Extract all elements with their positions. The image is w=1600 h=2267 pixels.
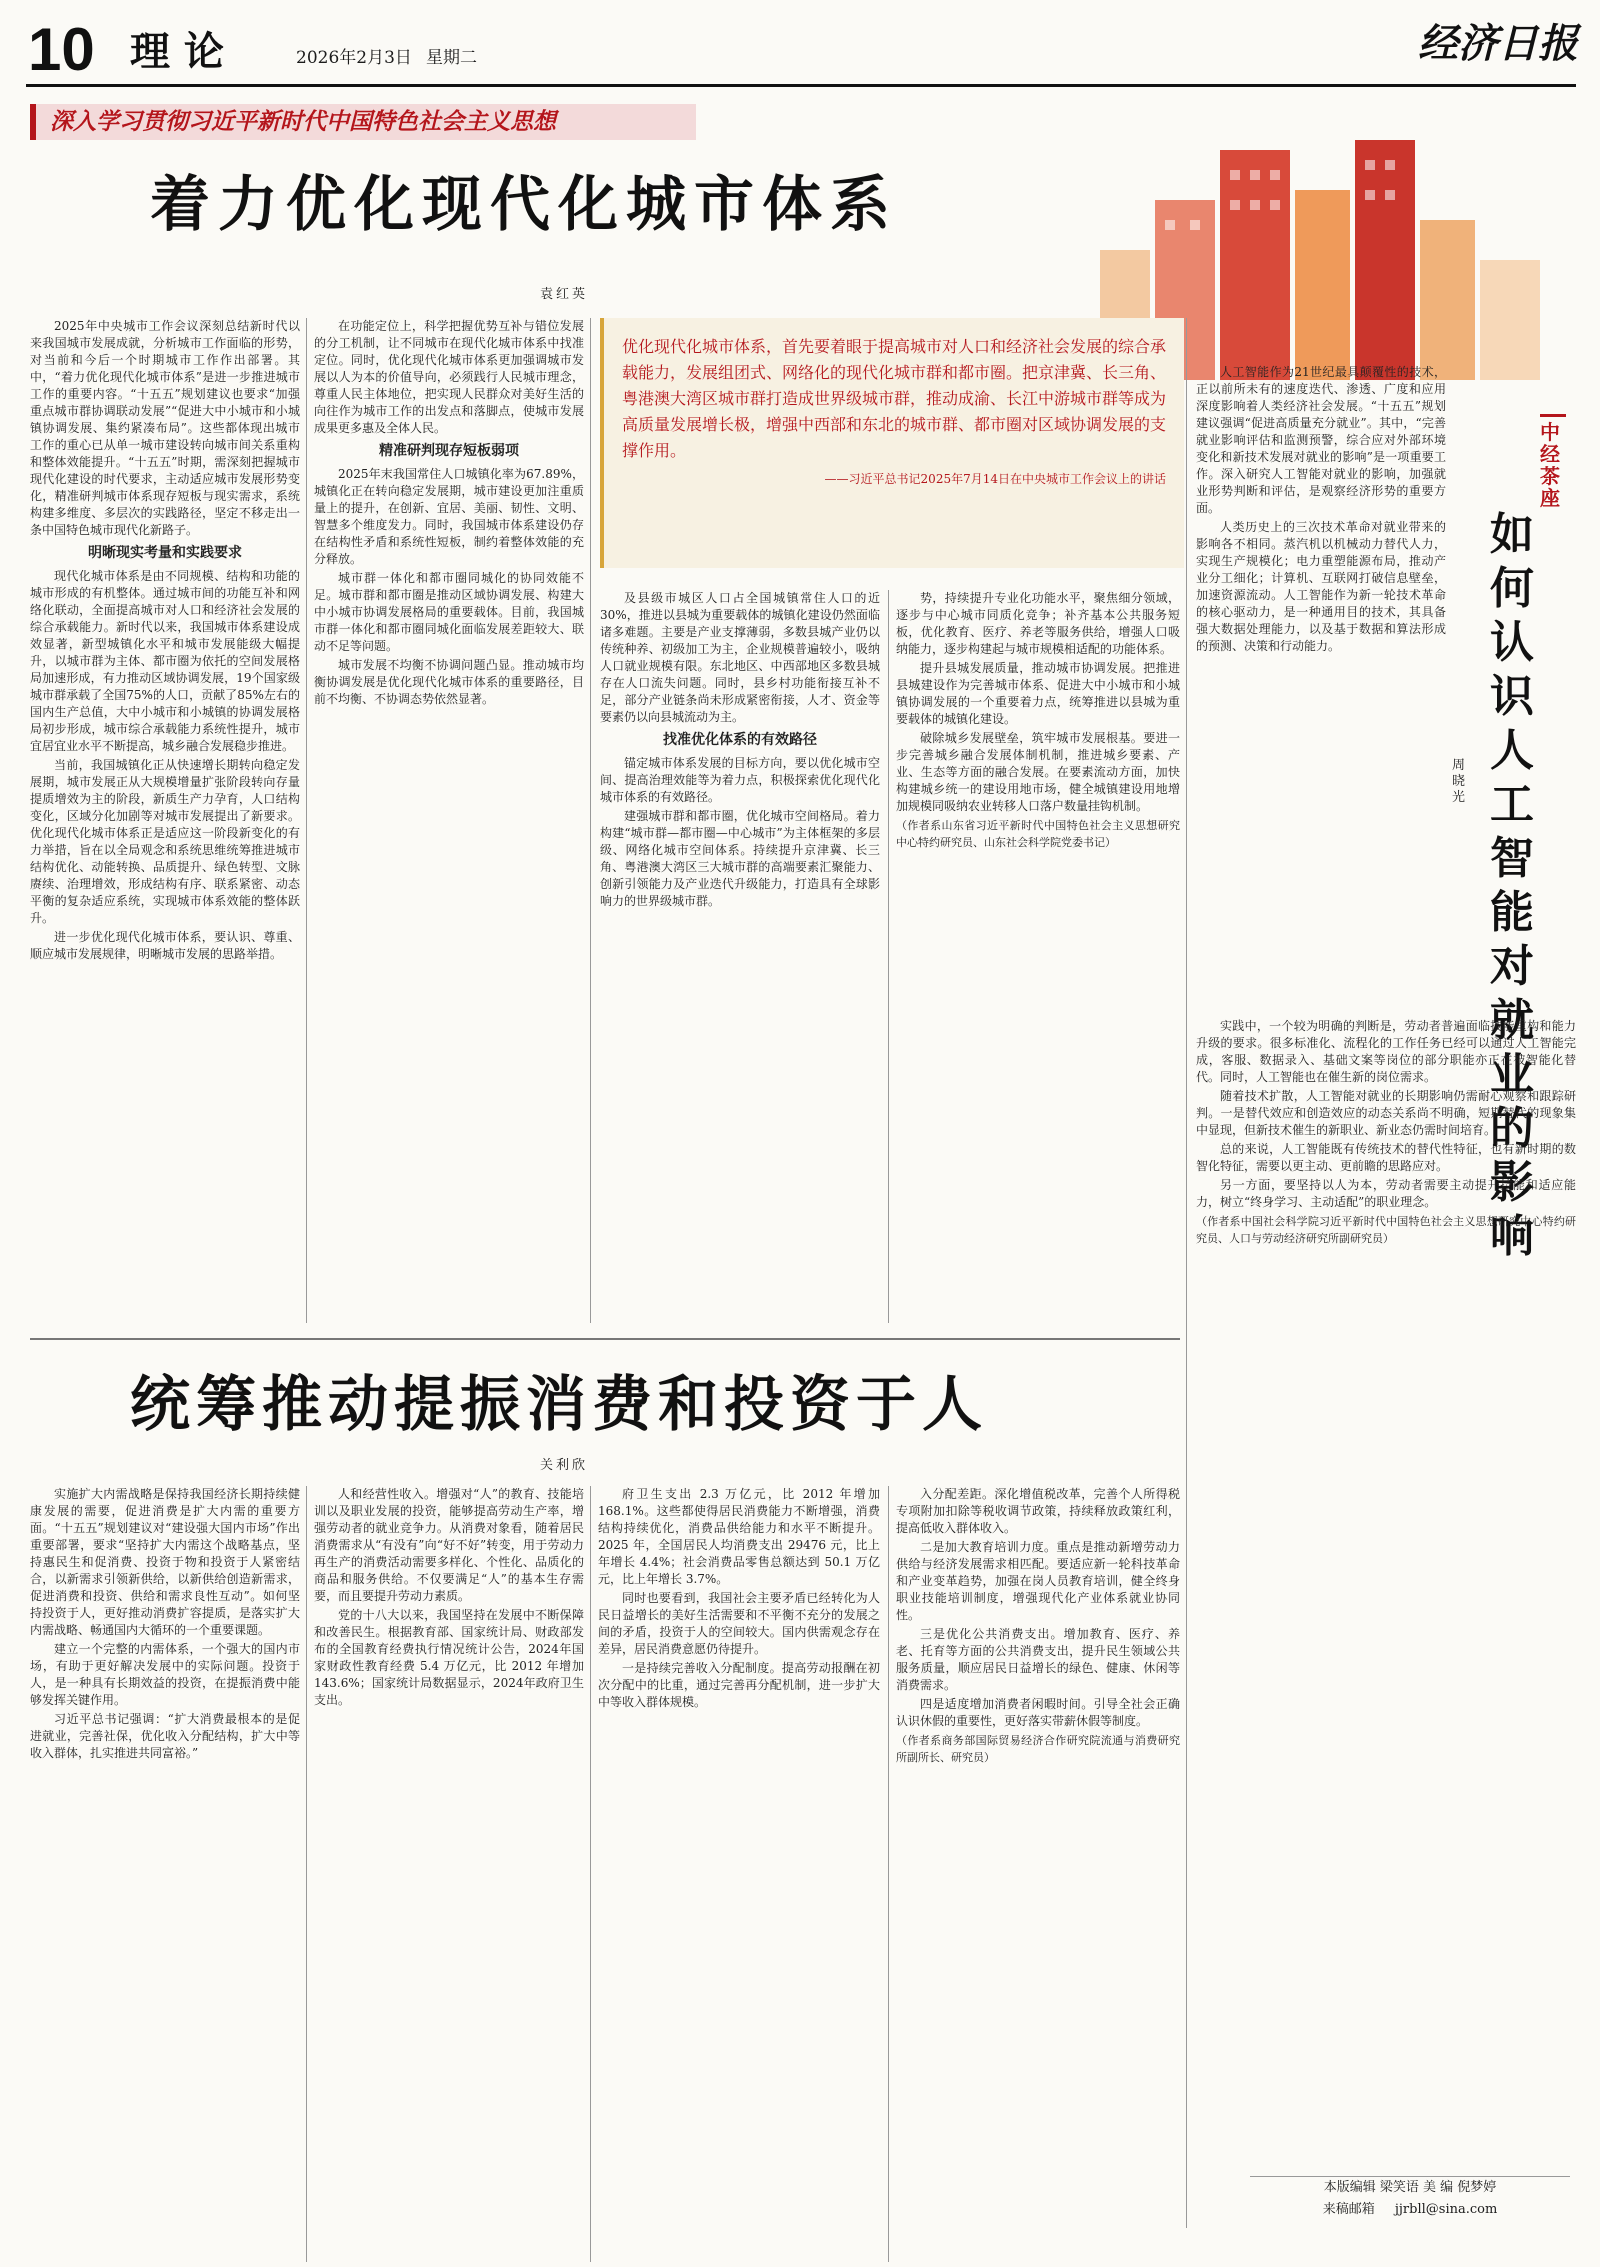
side-column-divider bbox=[1186, 318, 1187, 2228]
byline: （作者系商务部国际贸易经济合作研究院流通与消费研究所副所长、研究员） bbox=[896, 1734, 1180, 1764]
paragraph: 入分配差距。深化增值税改革，完善个人所得税专项附加扣除等税收调节政策，持续释放政策红利，提高低收入群体收入。 bbox=[896, 1487, 1180, 1535]
submission-line bbox=[1250, 2199, 1570, 2221]
section-name: 理 论 bbox=[130, 28, 224, 75]
paragraph: 人类历史上的三次技术革命对就业带来的影响各不相同。蒸汽机以机械动力替代人力，实现生产规模化；电力重塑能源布局，推动产业分工细化；计算机、互联网打破信息壁垒，加速资源流动。人工智能作为新一轮技术革命的核心驱动力，是一种通用目的技术，其具备强大数据处理能力，以及基于数据和算法形成的预测、决策和行动能力。 bbox=[1196, 520, 1446, 653]
article-2-column-4 bbox=[896, 1486, 1180, 2262]
page-number: 10 bbox=[28, 16, 95, 83]
article-2-column-2 bbox=[314, 1486, 584, 2262]
paragraph: 提升县城发展质量，推动城市协调发展。把推进县城建设作为完善城市体系、促进大中小城市和小城镇协调发展的一个重要着力点，统筹推进以县城为重要载体的城镇化建设。 bbox=[896, 661, 1180, 726]
paragraph: 习近平总书记强调：“扩大消费最根本的是促进就业，完善社保，优化收入分配结构，扩大中等收入群体，扎实推进共同富裕。” bbox=[30, 1712, 300, 1760]
column-body-bottom bbox=[1196, 1018, 1576, 2158]
submission-label: 来稿邮箱 bbox=[1322, 2202, 1375, 2217]
paragraph: 一是持续完善收入分配制度。提高劳动报酬在初次分配中的比重，通过完善再分配机制，进一步扩大中等收入群体规模。 bbox=[598, 1661, 880, 1709]
article-2-author: 关利欣 bbox=[540, 1458, 589, 1473]
column-divider bbox=[306, 1486, 307, 2262]
section-heading: 明晰现实考量和实践要求 bbox=[88, 545, 242, 561]
paragraph: 二是加大教育培训力度。重点是推动新增劳动力供给与经济发展需求相匹配。要适应新一轮科技革命和产业变革趋势，加强在岗人员教育培训，健全终身职业技能培训制度，增强现代化产业体系就业协同性。 bbox=[896, 1540, 1180, 1622]
column-title: 如何认识人工智能对就业的影响 bbox=[1490, 509, 1534, 1262]
paragraph: 建立一个完整的内需体系，一个强大的国内市场，有助于更好解决发展中的实际问题。投资于人，是一种具有长期效益的投资，在提振消费中能够发挥关键作用。 bbox=[30, 1642, 300, 1707]
editor-credits bbox=[1250, 2176, 1570, 2225]
paragraph: 锚定城市体系发展的目标方向，要以优化城市空间、提高治理效能等为着力点，积极探索优化现代化城市体系的有效路径。 bbox=[600, 756, 880, 804]
column-body-top bbox=[1196, 364, 1446, 1004]
section-heading: 精准研判现存短板弱项 bbox=[379, 443, 519, 459]
column-divider bbox=[590, 318, 591, 1323]
paragraph: 城市发展不均衡不协调问题凸显。推动城市均衡协调发展是优化现代化城市体系的重要路径，目前不均衡、不协调态势依然显著。 bbox=[314, 658, 584, 706]
paragraph: 人和经营性收入。增强对“人”的教育、技能培训以及职业发展的投资，能够提高劳动生产率，增强劳动者的就业竞争力。从消费对象看，随着居民消费需求从“有没有”向“好不好”转变，用于劳动力再生产的消费活动需要多样化、个性化、品质化的商品和服务供给。不仅要满足“人”的基本生存需要，而且要提升劳动力素质。 bbox=[314, 1487, 584, 1603]
paragraph: 2025年中央城市工作会议深刻总结新时代以来我国城市发展成就，分析城市工作面临的形势，对当前和今后一个时期城市工作作出部署。其中，“着力优化现代化城市体系”是进一步推进城市工作的重要内容。“十五五”规划建议也要求“加强重点城市群协调联动发展”“促进大中小城市和小城镇协调发展、集约紧凑布局”。这些都体现出城市工作的重心已从单一城市建设转向城市间关系重构和整体效能提升。“十五五”时期，需深刻把握城市现代化建设的时代要求，主动适应城市发展形势变化，精准研判城市体系现存短板与现实需求，系统构建多维度、多层次的实践路径，坚定不移走出一条中国特色城市现代化新路子。 bbox=[30, 319, 300, 537]
paragraph: 进一步优化现代化城市体系，要认识、尊重、顺应城市发展规律，明晰城市发展的思路举措。 bbox=[30, 930, 300, 961]
byline: （作者系山东省习近平新时代中国特色社会主义思想研究中心特约研究员、山东社会科学院党委书记） bbox=[896, 819, 1180, 849]
paper-name: 经济日报 bbox=[1418, 20, 1578, 67]
paragraph: 2025年末我国常住人口城镇化率为67.89%，城镇化正在转向稳定发展期，城市建设更加注重质量上的提升，在创新、宜居、美丽、韧性、文明、智慧多个维度发力。同时，我国城市体系建设仍存在结构性矛盾和系统性短板，制约着整体效能的充分释放。 bbox=[314, 467, 584, 566]
article-1-quote-text: 优化现代化城市体系，首先要着眼于提高城市对人口和经济社会发展的综合承载能力，发展组团式、网络化的现代化城市群和都市圈。把京津冀、长三角、粤港澳大湾区城市群打造成世界级城市群，推动成渝、长江中游城市群等成为高质量发展增长极，增强中西部和东北的城市群、都市圈对区域协调发展的支撑作用。 bbox=[622, 337, 1167, 460]
paragraph: 同时也要看到，我国社会主要矛盾已经转化为人民日益增长的美好生活需要和不平衡不充分的发展之间的矛盾，投资于人的空间较大。国内供需观念存在差异，居民消费意愿仍待提升。 bbox=[598, 1591, 880, 1656]
section-heading: 找准优化体系的有效路径 bbox=[663, 732, 817, 748]
column-divider bbox=[888, 590, 889, 1323]
article-1-quote-box bbox=[600, 318, 1184, 568]
article-1-title: 着力优化现代化城市体系 bbox=[150, 170, 898, 240]
paragraph: 实施扩大内需战略是保持我国经济长期持续健康发展的需要，促进消费是扩大内需的重要方面。“十五五”规划建议对“建设强大国内市场”作出重要部署，要求“坚持扩大内需这个战略基点，坚持惠民生和促消费、投资于物和投资于人紧密结合，以新需求引领新供给，以新供给创造新需求，促进消费和投资、供给和需求良性互动”。如何坚持投资于人，更好推动消费扩容提质，是落实扩大内需战略、畅通国内大循环的一个重要课题。 bbox=[30, 1487, 300, 1637]
paragraph: 城市群一体化和都市圈同城化的协同效能不足。城市群和都市圈是推动区域协调发展、构建大中小城市协调发展格局的重要载体。目前，我国城市群一体化和都市圈同城化面临发展差距较大、联动不足等问题。 bbox=[314, 571, 584, 653]
masthead bbox=[0, 0, 1600, 96]
paragraph: 党的十八大以来，我国坚持在发展中不断保障和改善民生。根据教育部、国家统计局、财政部发布的全国教育经费执行情况统计公告，2024年国家财政性教育经费 5.4 万亿元，比 2012 年增加 143.6%；国家统计局数据显示，2024年政府卫生支出。 bbox=[314, 1608, 584, 1707]
paragraph: 府卫生支出 2.3 万亿元，比 2012 年增加 168.1%。这些都使得居民消费能力不断增强，消费结构持续优化，消费品供给能力和水平不断提升。2025 年，全国居民人均消费支出 29476 元，比上年增长 4.4%；社会消费品零售总额达到 50.1 万亿元，比上年增长 3.7%。 bbox=[598, 1487, 880, 1586]
article-1-quote-source: ——习近平总书记2025年7月14日在中央城市工作会议上的讲话 bbox=[824, 472, 1166, 486]
editor-line: 本版编辑 梁笑语 美 编 倪梦婷 bbox=[1323, 2180, 1497, 2195]
paragraph: 四是适度增加消费者闲暇时间。引导全社会正确认识休假的重要性，更好落实带薪休假等制度。 bbox=[896, 1697, 1180, 1728]
paragraph: 及县级市城区人口占全国城镇常住人口的近30%，推进以县城为重要载体的城镇化建设仍然面临诸多难题。主要是产业支撑薄弱，多数县城产业仍以传统种养、初级加工为主，企业规模普遍较小，吸纳人口就业规模有限。东北地区、中西部地区多数县城存在人口流失问题。同时，县乡村功能衔接互补不足，部分产业链条尚未形成紧密衔接，人才、资金等要素仍以向县城流动为主。 bbox=[600, 591, 880, 724]
paragraph: 三是优化公共消费支出。增加教育、医疗、养老、托育等方面的公共消费支出，提升民生领域公共服务质量，顺应居民日益增长的绿色、健康、休闲等消费需求。 bbox=[896, 1627, 1180, 1692]
column-divider bbox=[306, 318, 307, 1323]
article-separator bbox=[30, 1338, 1180, 1340]
article-1-column-3 bbox=[600, 590, 880, 1323]
paragraph: 实践中，一个较为明确的判断是，劳动者普遍面临技能重构和能力升级的要求。很多标准化、流程化的工作任务已经可以通过人工智能完成，客服、数据录入、基础文案等岗位的部分职能亦正在被智能化替代。同时，人工智能也在催生新的岗位需求。 bbox=[1196, 1019, 1576, 1084]
article-1-author: 袁红英 bbox=[540, 287, 589, 302]
paragraph: 人工智能作为21世纪最具颠覆性的技术，正以前所未有的速度迭代、渗透、广度和应用深度影响着人类经济社会发展。“十五五”规划建议强调“促进高质量充分就业”。其中，“完善就业影响评估和监测预警，综合应对外部环境变化和新技术发展对就业的影响”是一项重要工作。深入研究人工智能对就业的影响，加强就业形势判断和评估，是观察经济形势的重要方面。 bbox=[1196, 365, 1446, 515]
paragraph: 在功能定位上，科学把握优势互补与错位发展的分工机制，让不同城市在现代化城市体系中找准定位。同时，优化现代化城市体系更加强调城市发展以人为本的价值导向，必须践行人民城市理念，尊重人民主体地位，把实现人民群众对美好生活的向往作为城市工作的出发点和落脚点，使城市发展成果更多惠及全体人民。 bbox=[314, 319, 584, 435]
column-author: 周晓光 bbox=[1452, 758, 1466, 805]
column-divider bbox=[888, 1486, 889, 2262]
paragraph: 建强城市群和都市圈，优化城市空间格局。着力构建“城市群—都市圈—中心城市”为主体框架的多层级、网络化城市空间体系。持续提升京津冀、长三角、粤港澳大湾区三大城市群的高端要素汇聚能力、创新引领能力及产业迭代升级能力，打造具有全球影响力的世界级城市群。 bbox=[600, 809, 880, 908]
series-banner-text: 深入学习贯彻习近平新时代中国特色社会主义思想 bbox=[50, 108, 556, 135]
paragraph: 当前，我国城镇化正从快速增长期转向稳定发展期，城市发展正从大规模增量扩张阶段转向存量提质增效为主的阶段，新质生产力孕育，人口结构变化，区域分化加剧等对城市发展提出了新要求。优化现代化城市体系正是适应这一阶段新变化的有力举措，旨在以全局观念和系统思维统筹推进城市结构优化、动能转换、品质提升、绿色转型、文脉赓续、治理增效，形成结构有序、联系紧密、动态平衡的复杂适应系统，实现城市体系效能的整体跃升。 bbox=[30, 758, 300, 925]
article-1-column-2 bbox=[314, 318, 584, 1323]
masthead-rule bbox=[26, 84, 1576, 87]
paragraph: 现代化城市体系是由不同规模、结构和功能的城市形成的有机整体。通过城市间的功能互补和网络化联动，全面提高城市对人口和经济社会发展的综合承载能力。新时代以来，我国城市体系建设成效显著，新型城镇化水平和城市发展能级大幅提升，以城市群为主体、都市圈为依托的空间发展格局加速形成，有力推动区域协调发展，19个国家级城市群承载了全国75%的人口，贡献了85%左右的国内生产总值，大中小城市和小城镇的协调发展格局初步形成，城市综合承载能力系统性提升，城市宜居宜业水平不断提高，城乡融合发展稳步推进。 bbox=[30, 569, 300, 753]
byline: （作者系中国社会科学院习近平新时代中国特色社会主义思想研究中心特约研究员、人口与劳动经济研究所副研究员） bbox=[1196, 1215, 1576, 1245]
article-2-title: 统筹推动提振消费和投资于人 bbox=[130, 1370, 988, 1440]
side-column bbox=[1190, 318, 1580, 2228]
column-tag: 中经茶座 bbox=[1540, 414, 1566, 509]
article-1-column-1 bbox=[30, 318, 300, 1323]
issue-date: 2026年2月3日 bbox=[296, 48, 412, 68]
article-1-column-4 bbox=[896, 590, 1180, 1323]
article-2-column-3 bbox=[598, 1486, 880, 2262]
paragraph: 随着技术扩散，人工智能对就业的长期影响仍需耐心观察和跟踪研判。一是替代效应和创造效应的动态关系尚不明确，短期替代的现象集中显现，但新技术催生的新职业、新业态仍需时间培育。 bbox=[1196, 1089, 1576, 1137]
submission-email[interactable]: jjrbll@sina.com bbox=[1394, 2202, 1498, 2217]
issue-weekday: 星期二 bbox=[426, 48, 477, 68]
paragraph: 破除城乡发展壁垒，筑牢城市发展根基。要进一步完善城乡融合发展体制机制，推进城乡要素、产业、生态等方面的融合发展。在要素流动方面，加快构建城乡统一的建设用地市场，健全城镇建设用地增加规模同吸纳农业转移人口落户数量挂钩机制。 bbox=[896, 731, 1180, 813]
article-2-column-1 bbox=[30, 1486, 300, 2262]
paragraph: 另一方面，要坚持以人为本，劳动者需要主动提升技能和适应能力，树立“终身学习、主动适配”的职业理念。 bbox=[1196, 1178, 1576, 1209]
column-divider bbox=[590, 1486, 591, 2262]
paragraph: 总的来说，人工智能既有传统技术的替代性特征，也有新时期的数智化特征，需要以更主动、更前瞻的思路应对。 bbox=[1196, 1142, 1576, 1173]
series-banner bbox=[30, 104, 696, 140]
paragraph: 势，持续提升专业化功能水平，聚焦细分领域，逐步与中心城市同质化竞争；补齐基本公共服务短板，优化教育、医疗、养老等服务供给，增强人口吸纳能力，逐步构建起与城市规模相适配的功能体系。 bbox=[896, 591, 1180, 656]
